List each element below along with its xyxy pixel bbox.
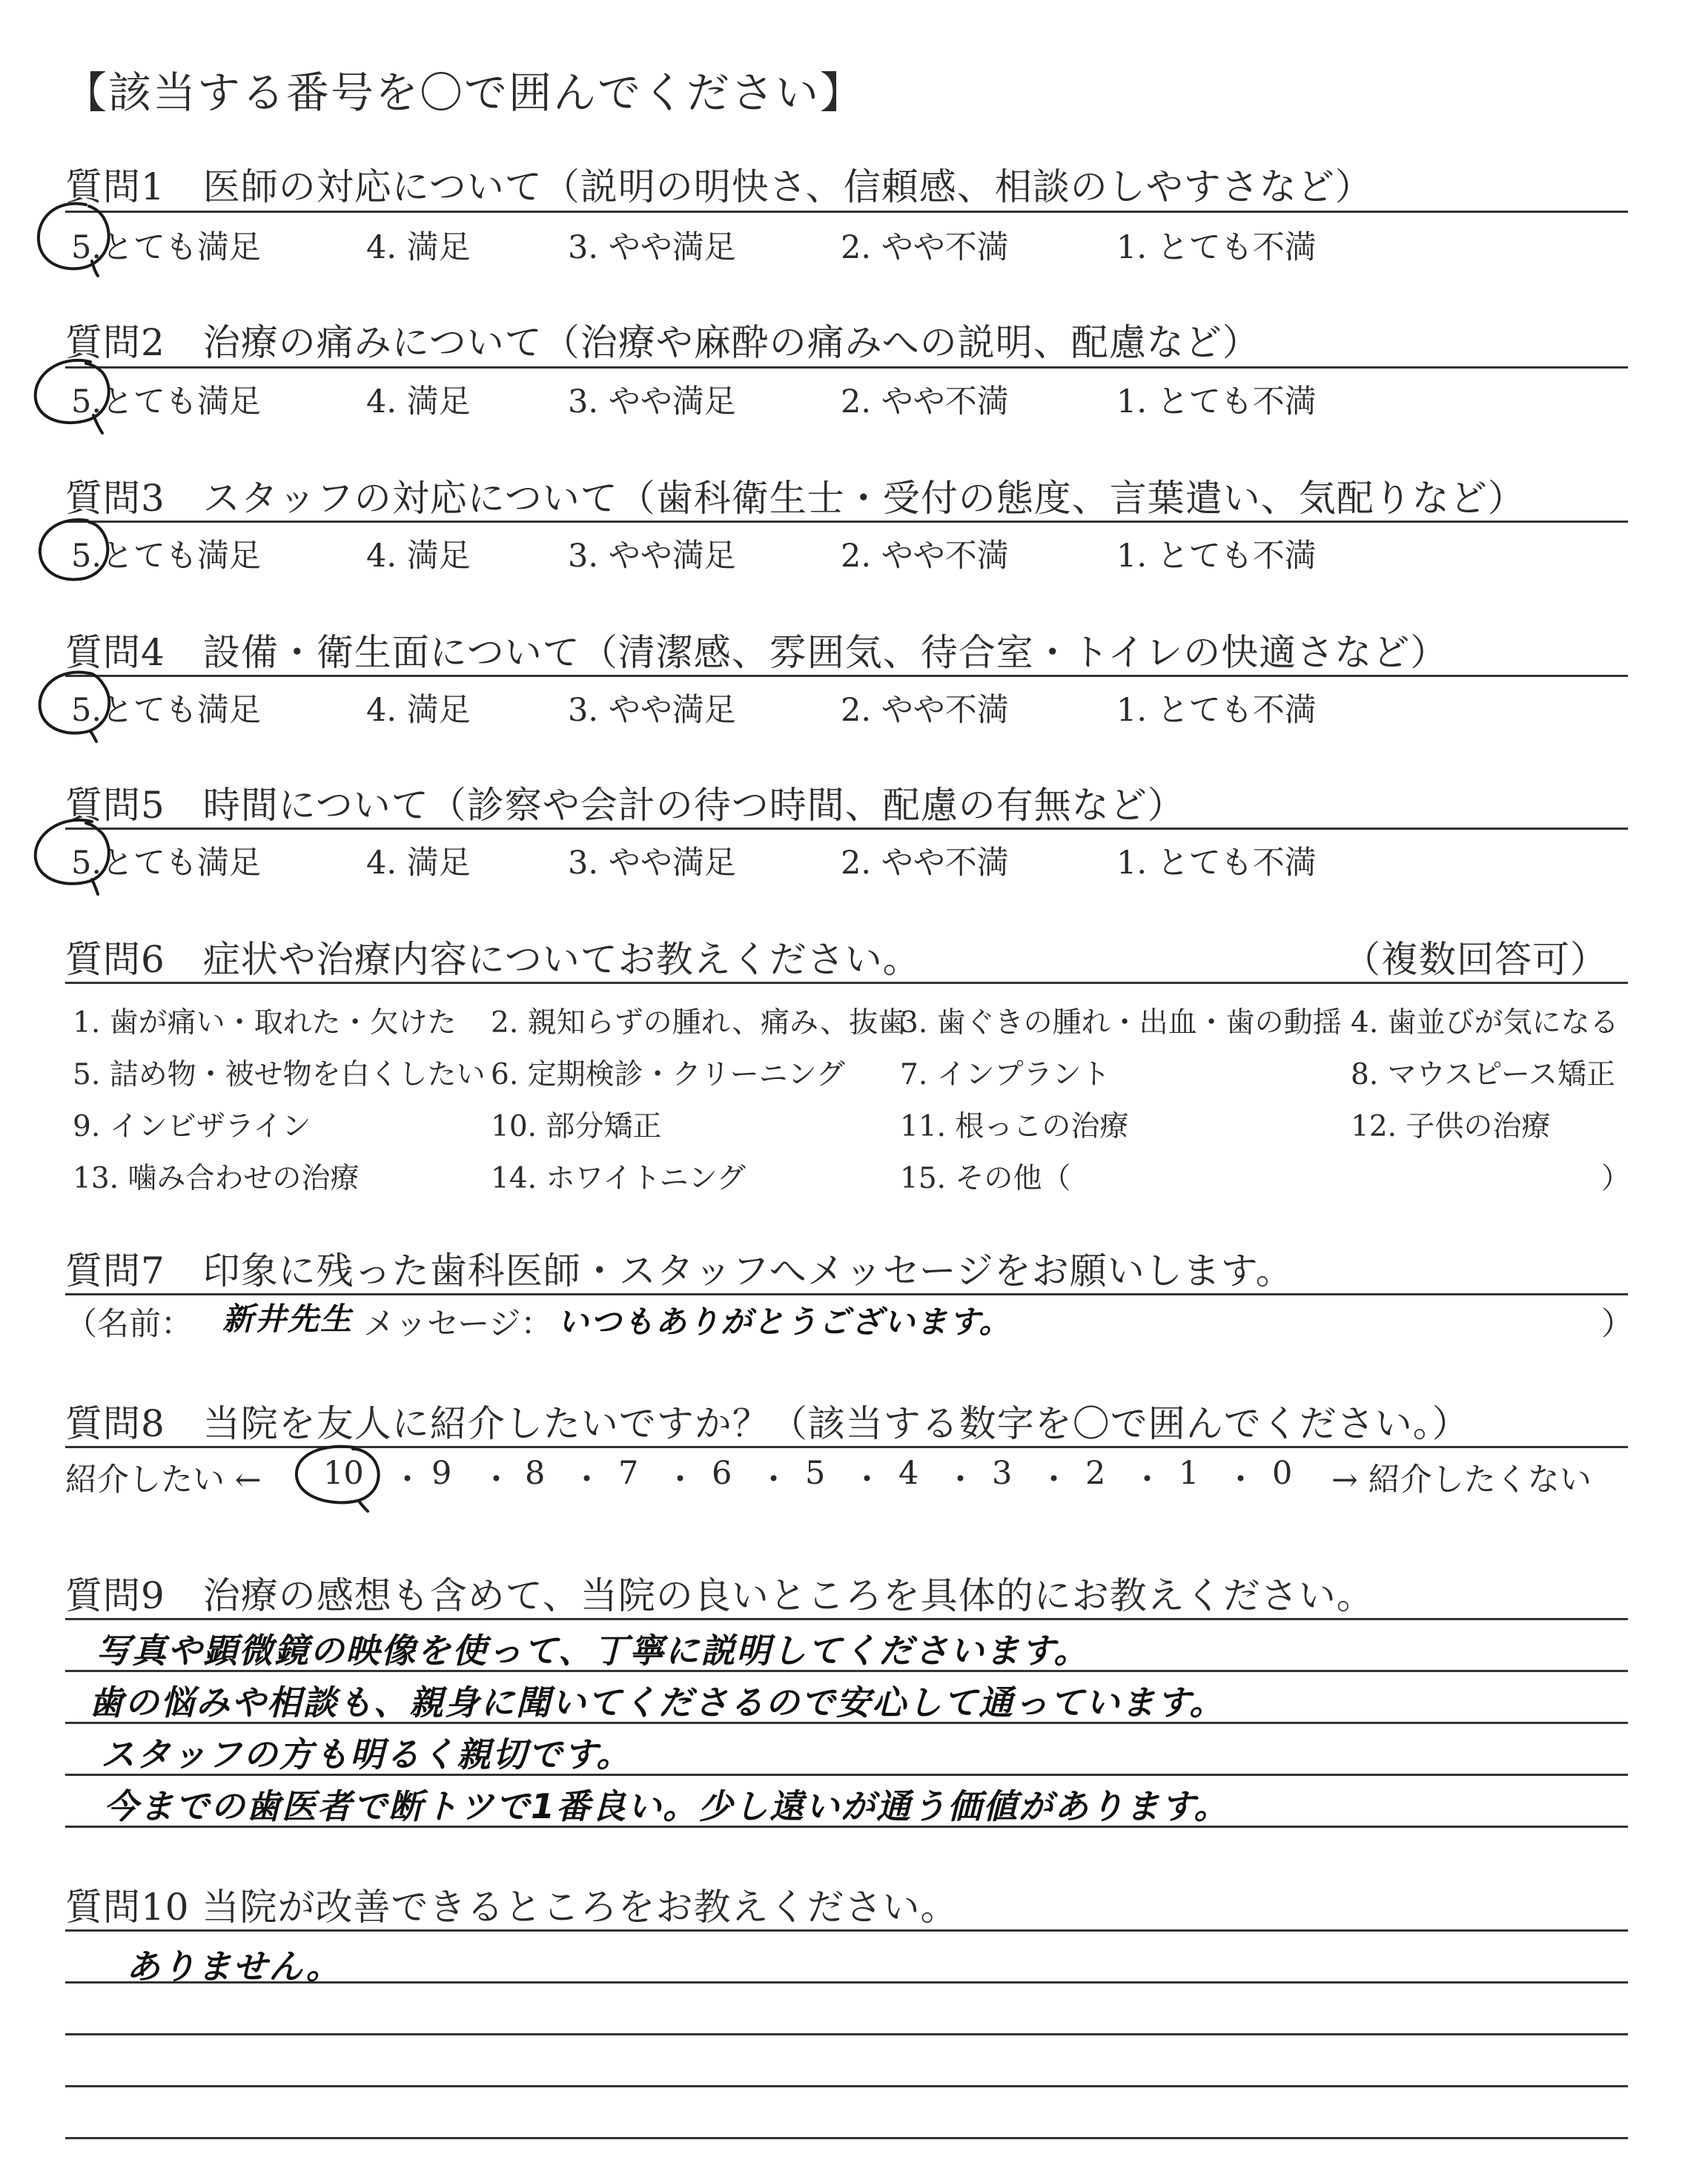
q9-answer-line-1[interactable]: 写真や顕微鏡の映像を使って、丁寧に説明してくださいます。 (96, 1631, 1090, 1671)
q7-message-label: メッセージ： (363, 1306, 553, 1343)
question-9-rule-1 (65, 1618, 1628, 1620)
q3-option-5-label: とても満足 (102, 538, 262, 575)
q8-separator: ・ (851, 1462, 883, 1499)
q6-item-12[interactable]: 12. 子供の治療 (1351, 1110, 1551, 1143)
question-1-title: 質問1 医師の対応について（説明の明快さ、信頼感、相談のしやすさなど） (65, 165, 1373, 208)
question-2-title: 質問2 治療の痛みについて（治療や麻酔の痛みへの説明、配慮など） (65, 321, 1260, 364)
question-10-rule-5 (65, 2137, 1628, 2139)
q8-score-2[interactable]: 2 (1085, 1455, 1106, 1492)
q8-separator: ・ (944, 1462, 976, 1499)
q8-score-3[interactable]: 3 (992, 1455, 1013, 1492)
question-10-rule-1 (65, 1929, 1628, 1932)
q5-option-2[interactable]: 2. やや不満 (841, 845, 1009, 882)
q4-option-4[interactable]: 4. 満足 (366, 692, 471, 729)
q1-option-1[interactable]: 1. とても不満 (1116, 229, 1317, 266)
q8-separator: ・ (480, 1462, 512, 1499)
q5-option-4[interactable]: 4. 満足 (366, 845, 471, 882)
q7-name-label: （名前： (65, 1306, 193, 1343)
q2-option-4[interactable]: 4. 満足 (366, 383, 471, 420)
q5-option-5-number: 5. (71, 845, 102, 882)
q8-right-label: → 紹介したくない (1331, 1462, 1592, 1499)
q9-answer-line-4[interactable]: 今までの歯医者で断トツで1番良い。少し遠いが通う価値があります。 (104, 1786, 1230, 1826)
q4-answer-circle (28, 666, 125, 747)
q6-item-1[interactable]: 1. 歯が痛い・取れた・欠けた (73, 1006, 457, 1040)
q6-item-9[interactable]: 9. インビザライン (73, 1110, 311, 1143)
q8-separator: ・ (1225, 1462, 1257, 1499)
q10-answer-line-1[interactable]: ありません。 (126, 1946, 342, 1986)
q6-item-10[interactable]: 10. 部分矯正 (491, 1110, 662, 1143)
question-5-rule (65, 828, 1628, 830)
question-6-title: 質問6 症状や治療内容についてお教えください。 (65, 938, 921, 981)
q3-option-2[interactable]: 2. やや不満 (841, 538, 1009, 575)
q4-option-5-label: とても満足 (102, 692, 262, 729)
q6-item-6[interactable]: 6. 定期検診・クリーニング (491, 1058, 845, 1091)
q6-item-8[interactable]: 8. マウスピース矯正 (1351, 1058, 1615, 1091)
question-4-title: 質問4 設備・衛生面について（清潔感、雰囲気、待合室・トイレの快適さなど） (65, 631, 1449, 674)
question-10-rule-4 (65, 2085, 1628, 2087)
q4-option-3[interactable]: 3. やや満足 (568, 692, 736, 729)
q8-separator: ・ (571, 1462, 603, 1499)
question-6-rule (65, 982, 1628, 984)
q7-close-paren: ） (1601, 1306, 1633, 1343)
q8-score-9[interactable]: 9 (431, 1455, 452, 1492)
q5-option-1[interactable]: 1. とても不満 (1116, 845, 1317, 882)
q4-option-1[interactable]: 1. とても不満 (1116, 692, 1317, 729)
q2-answer-circle (22, 354, 126, 436)
question-8-title: 質問8 当院を友人に紹介したいですか？（該当する数字を〇で囲んでください。） (65, 1402, 1470, 1445)
q2-option-3[interactable]: 3. やや満足 (568, 383, 736, 420)
q8-answer-circle (288, 1441, 391, 1513)
q1-answer-circle (27, 199, 123, 280)
question-2-rule (65, 366, 1628, 369)
q1-option-5-label: とても満足 (102, 229, 262, 266)
q6-item-14[interactable]: 14. ホワイトニング (491, 1162, 746, 1195)
q8-score-8[interactable]: 8 (525, 1455, 546, 1492)
q4-option-2[interactable]: 2. やや不満 (841, 692, 1009, 729)
q1-option-2[interactable]: 2. やや不満 (841, 229, 1009, 266)
question-5-title: 質問5 時間について（診察や会計の待つ時間、配慮の有無など） (65, 784, 1185, 827)
q6-item-2[interactable]: 2. 親知らずの腫れ、痛み、抜歯 (491, 1006, 907, 1040)
q3-option-1[interactable]: 1. とても不満 (1116, 538, 1317, 575)
question-3-rule (65, 521, 1628, 523)
q2-option-5-label: とても満足 (102, 383, 262, 420)
q8-score-6[interactable]: 6 (712, 1455, 732, 1492)
q2-option-5-number: 5. (71, 383, 102, 420)
q6-item-15-close: ） (1601, 1162, 1631, 1195)
question-1-rule (65, 211, 1628, 213)
question-3-title: 質問3 スタッフの対応について（歯科衛生士・受付の態度、言葉遣い、気配りなど） (65, 477, 1526, 520)
q6-item-7[interactable]: 7. インプラント (900, 1058, 1110, 1091)
q5-option-5-label: とても満足 (102, 845, 262, 882)
question-4-rule (65, 675, 1628, 677)
question-10-title: 質問10 当院が改善できるところをお教えください。 (65, 1886, 959, 1929)
q1-option-5-number: 5. (71, 229, 102, 266)
q8-score-10[interactable]: 10 (323, 1455, 364, 1492)
q8-score-1[interactable]: 1 (1179, 1455, 1199, 1492)
q3-answer-circle (30, 515, 119, 589)
q3-option-4[interactable]: 4. 満足 (366, 538, 471, 575)
form-header: 【該当する番号を〇で囲んでください】 (64, 67, 865, 118)
q8-left-label: 紹介したい ← (65, 1462, 262, 1499)
q8-score-7[interactable]: 7 (618, 1455, 639, 1492)
q8-separator: ・ (1038, 1462, 1070, 1499)
q6-item-11[interactable]: 11. 根っこの治療 (900, 1110, 1129, 1143)
q9-answer-line-2[interactable]: 歯の悩みや相談も、親身に聞いてくださるので安心して通っています。 (89, 1682, 1225, 1723)
q8-separator: ・ (391, 1462, 423, 1499)
q3-option-3[interactable]: 3. やや満足 (568, 538, 736, 575)
q8-score-0[interactable]: 0 (1272, 1455, 1293, 1492)
q8-separator: ・ (1131, 1462, 1163, 1499)
q1-option-3[interactable]: 3. やや満足 (568, 229, 736, 266)
q6-item-3[interactable]: 3. 歯ぐきの腫れ・出血・歯の動揺 (900, 1006, 1342, 1040)
q8-separator: ・ (758, 1462, 790, 1499)
q5-option-3[interactable]: 3. やや満足 (568, 845, 736, 882)
q7-name-value[interactable]: 新井先生 (222, 1301, 354, 1337)
q6-item-13[interactable]: 13. 噛み合わせの治療 (73, 1162, 360, 1195)
q8-score-5[interactable]: 5 (805, 1455, 826, 1492)
q9-answer-line-3[interactable]: スタッフの方も明るく親切です。 (101, 1734, 632, 1774)
q6-item-5[interactable]: 5. 詰め物・被せ物を白くしたい (73, 1058, 486, 1091)
q7-message-value[interactable]: いつもありがとうございます。 (557, 1304, 1012, 1340)
question-10-rule-3 (65, 2033, 1628, 2035)
question-9-title: 質問9 治療の感想も含めて、当院の良いところを具体的にお教えください。 (65, 1574, 1374, 1617)
q3-option-5-number: 5. (71, 538, 102, 575)
q6-item-4[interactable]: 4. 歯並びが気になる (1351, 1006, 1619, 1040)
q5-answer-circle (22, 814, 126, 897)
q1-option-4[interactable]: 4. 満足 (366, 229, 471, 266)
q6-item-15[interactable]: 15. その他（ (900, 1162, 1071, 1195)
q4-option-5-number: 5. (71, 692, 102, 729)
q8-separator: ・ (664, 1462, 696, 1499)
question-6-note: （複数回答可） (1343, 938, 1608, 981)
q8-score-4[interactable]: 4 (898, 1455, 919, 1492)
q2-option-2[interactable]: 2. やや不満 (841, 383, 1009, 420)
question-7-title: 質問7 印象に残った歯科医師・スタッフへメッセージをお願いします。 (65, 1249, 1294, 1292)
q2-option-1[interactable]: 1. とても不満 (1116, 383, 1317, 420)
